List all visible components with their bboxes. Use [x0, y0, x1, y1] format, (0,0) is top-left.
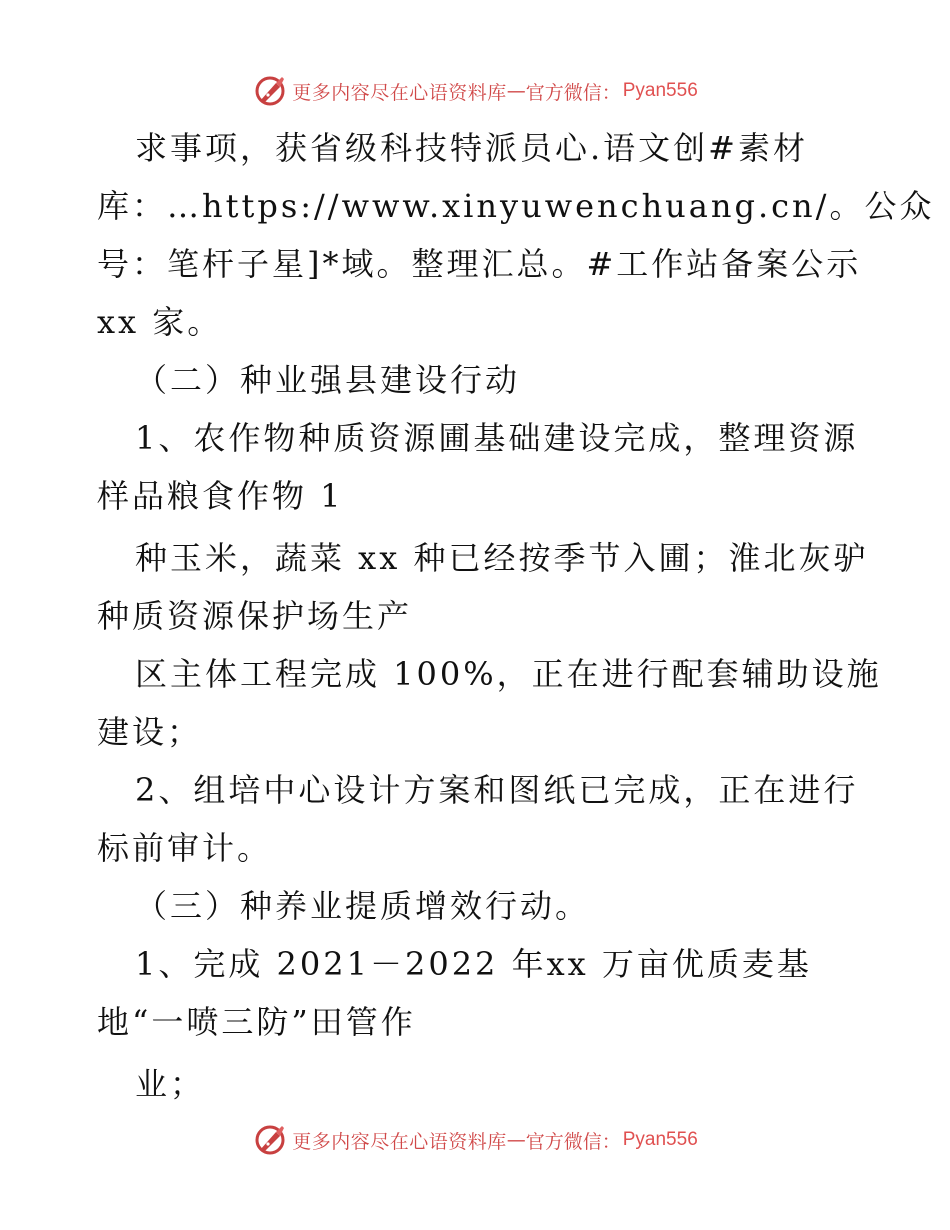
text-line: 号：笔杆子星]*域。整理汇总。#工作站备案公示	[97, 245, 862, 283]
text-line: 库：…https://www.xinyuwenchuang.cn/。公众	[97, 187, 935, 225]
text-line: xx 家。	[97, 303, 223, 341]
text-line: 地“一喷三防”田管作	[97, 1003, 416, 1041]
text-line: 1、农作物种质资源圃基础建设完成，整理资源	[135, 419, 859, 457]
watermark-wechat-label: 官方微信：	[525, 81, 621, 104]
section-heading: （三）种养业提质增效行动。	[135, 887, 591, 925]
watermark-wechat-id: Pyan556	[622, 1129, 698, 1150]
watermark-wechat-label: 官方微信：	[525, 1130, 621, 1153]
text-line: 建设；	[97, 713, 203, 751]
watermark-wechat-id: Pyan556	[622, 80, 698, 101]
text-line: 种质资源保护场生产	[97, 597, 413, 635]
watermark-separator: —	[506, 1129, 526, 1151]
text-line: 区主体工程完成 100%，正在进行配套辅助设施	[135, 655, 882, 693]
section-heading: （二）种业强县建设行动	[135, 361, 521, 399]
watermark-separator: —	[506, 80, 526, 102]
text-line: 1、完成 2021－2022 年xx 万亩优质麦基	[135, 945, 812, 983]
text-line: 业；	[135, 1065, 206, 1103]
footer-watermark	[0, 1120, 950, 1160]
text-line: 样品粮食作物 1	[97, 477, 344, 515]
pen-nib-logo-icon	[252, 1122, 288, 1158]
watermark-site-text: 更多内容尽在心语资料库	[292, 1130, 507, 1153]
text-line: 种玉米，蔬菜 xx 种已经按季节入圃；淮北灰驴	[135, 539, 869, 577]
watermark-site-text: 更多内容尽在心语资料库	[292, 81, 507, 104]
text-line: 求事项，获省级科技特派员心.语文创#素材	[135, 129, 808, 167]
text-line: 标前审计。	[97, 829, 273, 867]
text-line: 2、组培中心设计方案和图纸已完成，正在进行	[135, 771, 859, 809]
